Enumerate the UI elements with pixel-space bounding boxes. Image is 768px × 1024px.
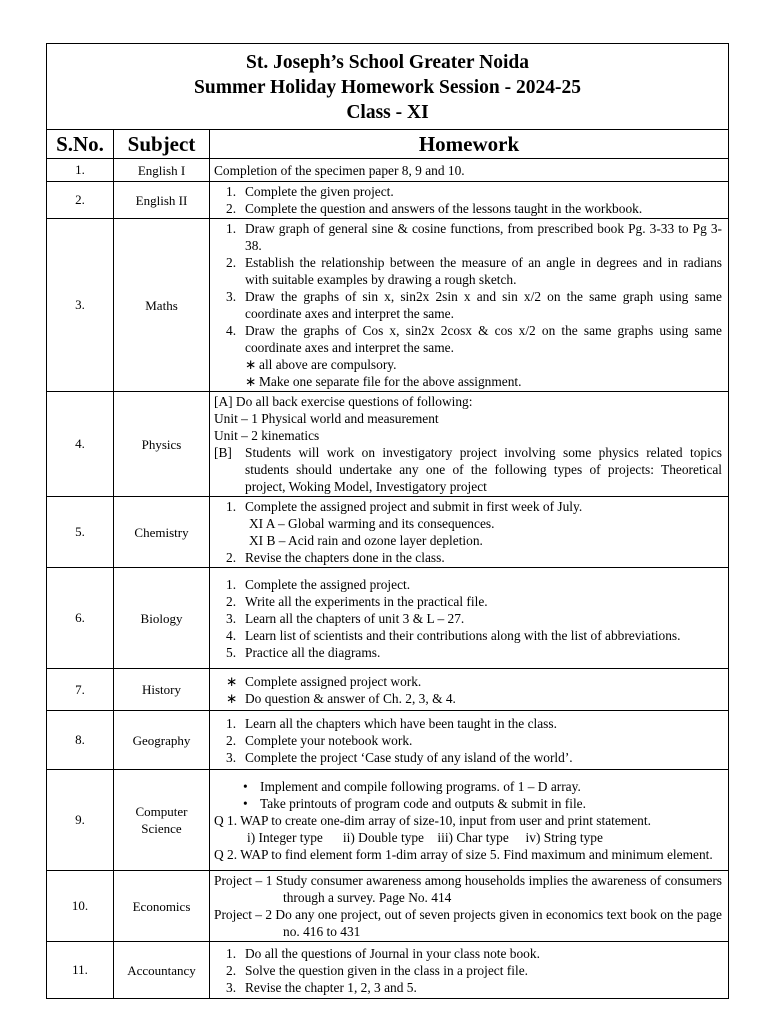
row-homework [210,219,729,392]
row-subject: Geography [114,711,210,770]
question-line: Q 1. WAP to create one-dim array of size-10, input from user and print statement. [214,812,651,828]
list-item [214,322,722,356]
list-item [214,962,722,979]
item-number: 1. [226,184,237,199]
asterisk-icon: ∗ [226,690,238,706]
section-text: Students will work on investigatory project involving some physics related topics students should undertake any one of the following types of projects: Theoretical project, Woking Model, Investigatory project [245,445,722,494]
class-title: Class - XI [346,102,429,123]
item-number: 1. [226,576,237,592]
table-row [47,182,729,219]
table-row [47,711,729,770]
item-text: Learn all the chapters which have been taught in the class. [245,715,557,731]
row-sno: 6. [47,568,114,669]
item-text: Practice all the diagrams. [245,644,381,660]
list-item [214,778,722,795]
item-number: 2. [226,732,237,748]
row-sno: 8. [47,711,114,770]
homework-line: Unit – 1 Physical world and measurement [214,411,439,426]
row-subject: English I [114,159,210,182]
list-item [214,288,722,322]
row-subject: Economics [114,871,210,942]
row-homework [210,871,729,942]
item-text: Draw graph of general sine & cosine functions, from prescribed book Pg. 3-33 to Pg 3-38. [245,221,722,253]
row-homework [210,942,729,999]
bullet-icon: • [243,778,248,794]
list-item [214,254,722,288]
note-line [214,373,722,390]
item-number: 3. [226,749,237,765]
list-item [214,183,722,200]
question-line: Q 2. WAP to find element form 1-dim array of size 5. Find maximum and minimum element. [214,846,713,862]
item-text: Learn all the chapters of unit 3 & L – 27. [245,610,465,626]
item-text: Draw the graphs of sin x, sin2x 2sin x and sin x/2 on the same graph using same coordinate axes and interpret the same. [245,289,722,321]
note-text: Make one separate file for the above assignment. [259,374,522,389]
list-item [214,673,722,690]
session-title: Summer Holiday Homework Session - 2024-25 [194,77,581,98]
item-number: 2. [226,593,237,609]
row-homework [210,568,729,669]
item-number: 5. [226,644,237,660]
subject-line: Science [141,821,182,836]
item-text: Complete the given project. [245,184,394,199]
item-number: 3. [226,979,237,995]
row-subject: History [114,669,210,711]
item-text: Do all the questions of Journal in your class note book. [245,945,540,961]
item-number: 2. [226,255,237,270]
row-subject: Chemistry [114,497,210,568]
row-subject: Biology [114,568,210,669]
list-item [214,200,722,217]
list-item [214,795,722,812]
row-homework [210,497,729,568]
asterisk-icon: ∗ [245,374,257,389]
list-item [214,498,722,515]
homework-line: Unit – 2 kinematics [214,428,320,443]
item-text: Complete the question and answers of the lessons taught in the workbook. [245,201,643,216]
row-sno: 1. [47,159,114,182]
row-subject: Accountancy [114,942,210,999]
item-text: Revise the chapter 1, 2, 3 and 5. [245,979,417,995]
table-row [47,871,729,942]
column-header-homework: Homework [210,130,729,159]
item-text: Learn list of scientists and their contributions along with the list of abbreviations. [245,627,681,643]
item-number: 2. [226,962,237,978]
table-row [47,568,729,669]
list-item [214,690,722,707]
item-number: 4. [226,627,237,643]
item-text: Complete assigned project work. [245,673,422,689]
column-header-subject: Subject [114,130,210,159]
title-block [47,44,729,130]
item-number: 3. [226,610,237,626]
homework-line: [A] Do all back exercise questions of following: [214,394,473,409]
row-homework [210,392,729,497]
row-sno: 9. [47,770,114,871]
item-text: Complete the assigned project and submit in first week of July. [245,499,583,514]
list-item [214,593,722,610]
column-header-sno: S.No. [47,130,114,159]
list-item [214,576,722,593]
note-line [214,356,722,373]
row-homework [210,669,729,711]
item-number: 1. [226,945,237,961]
list-item [214,610,722,627]
project-line: Project – 1 Study consumer awareness among households implies the awareness of consumers through a survey. Page No. 414 [214,873,722,905]
table-row [47,669,729,711]
item-number: 2. [226,550,237,565]
table-row [47,770,729,871]
homework-table [46,43,729,999]
row-homework [210,159,729,182]
table-row [47,942,729,999]
section-line: XI A – Global warming and its consequences. [249,516,495,531]
subject-line: Computer [135,804,188,819]
item-text: Write all the experiments in the practical file. [245,593,488,609]
list-item [214,644,722,661]
row-sno: 10. [47,871,114,942]
row-homework [210,182,729,219]
item-number: 1. [226,221,237,236]
item-text: Draw the graphs of Cos x, sin2x 2cosx & cos x/2 on the same graphs using same coordinate axes and interpret the same. [245,323,722,355]
item-text: Complete the project ‘Case study of any island of the world’. [245,749,573,765]
row-sno: 3. [47,219,114,392]
list-item [214,732,722,749]
homework-line [214,444,722,495]
bullet-icon: • [243,795,248,811]
list-item [214,715,722,732]
list-item [214,627,722,644]
table-row [47,392,729,497]
item-number: 1. [226,715,237,731]
item-number: 2. [226,201,237,216]
row-homework [210,711,729,770]
row-homework [210,770,729,871]
table-row [47,219,729,392]
row-sno: 2. [47,182,114,219]
item-text: Complete the assigned project. [245,576,411,592]
item-text: Solve the question given in the class in a project file. [245,962,528,978]
row-subject: Maths [114,219,210,392]
section-line: XI B – Acid rain and ozone layer depletion. [249,533,483,548]
row-sno: 4. [47,392,114,497]
homework-text: Completion of the specimen paper 8, 9 and 10. [214,162,465,178]
school-name: St. Joseph’s School Greater Noida [246,52,529,73]
item-number: 3. [226,289,237,304]
item-number: 1. [226,499,237,514]
item-text: Establish the relationship between the measure of an angle in degrees and in radians with suitable examples by drawing a rough sketch. [245,255,722,287]
project-line: Project – 2 Do any one project, out of seven projects given in economics text book on the page no. 416 to 431 [214,907,722,939]
section-label: [B] [214,445,232,460]
list-item [214,749,722,766]
list-item [214,945,722,962]
table-row [47,497,729,568]
row-sno: 11. [47,942,114,999]
row-subject: Physics [114,392,210,497]
item-text: Revise the chapters done in the class. [245,550,445,565]
row-sno: 7. [47,669,114,711]
item-text: Implement and compile following programs. of 1 – D array. [260,778,581,794]
note-text: all above are compulsory. [259,357,397,372]
row-subject: English II [114,182,210,219]
row-sno: 5. [47,497,114,568]
type-options: i) Integer type ii) Double type iii) Char type iv) String type [247,829,603,845]
asterisk-icon: ∗ [245,357,257,372]
table-row [47,159,729,182]
list-item [214,979,722,996]
asterisk-icon: ∗ [226,673,238,689]
list-item [214,549,722,566]
item-text: Complete your notebook work. [245,732,413,748]
item-text: Take printouts of program code and outputs & submit in file. [260,795,586,811]
item-text: Do question & answer of Ch. 2, 3, & 4. [245,690,456,706]
list-item [214,220,722,254]
column-header-row [47,130,729,159]
item-number: 4. [226,323,237,338]
row-subject [114,770,210,871]
